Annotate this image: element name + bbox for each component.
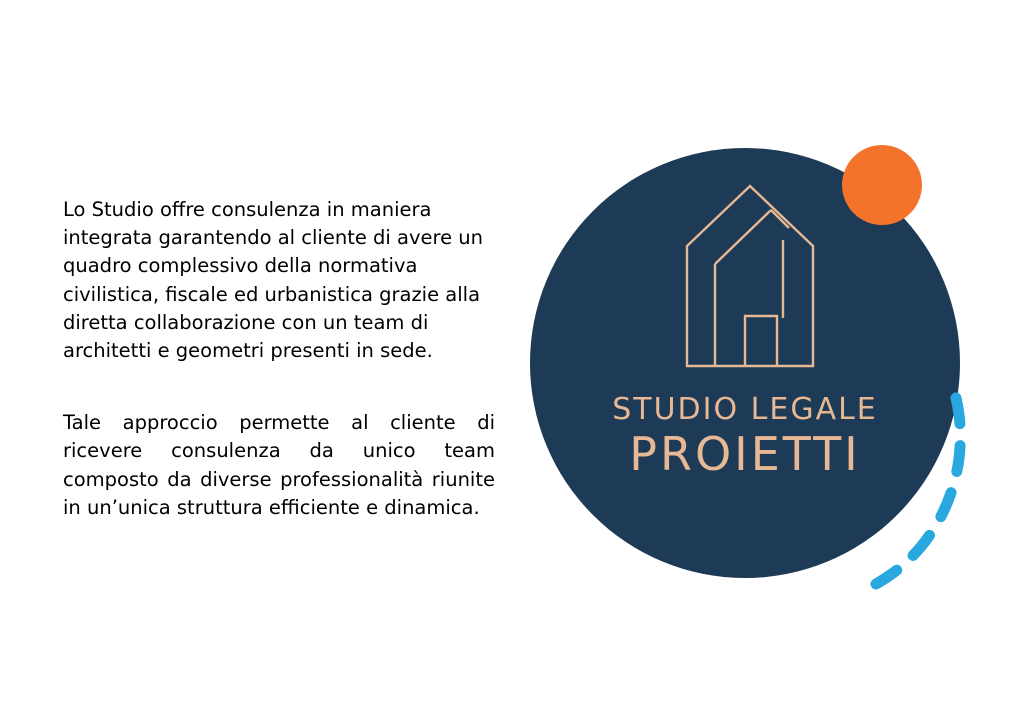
logo-wordmark <box>530 392 960 480</box>
orange-dot-shape <box>842 145 922 225</box>
paragraph-intro: Lo Studio offre consulenza in maniera integrata garantendo al cliente di avere un quadro complessivo della normativa civilistica, fiscale ed urbanistica grazie alla diretta collaborazione con un team di architetti e geometri presenti in sede. <box>63 198 484 363</box>
logo-badge <box>520 128 990 608</box>
logo-name-line-1: STUDIO LEGALE <box>612 392 878 427</box>
paragraph-approach: Tale approccio permette al cliente di ricevere consulenza da unico team composto da diverse professionalità riunite in un’unica struttura efficiente e dinamica. <box>63 411 495 519</box>
logo-name-line-2: PROIETTI <box>629 427 861 481</box>
house-outline-icon <box>665 168 835 398</box>
body-text-column <box>63 196 495 522</box>
